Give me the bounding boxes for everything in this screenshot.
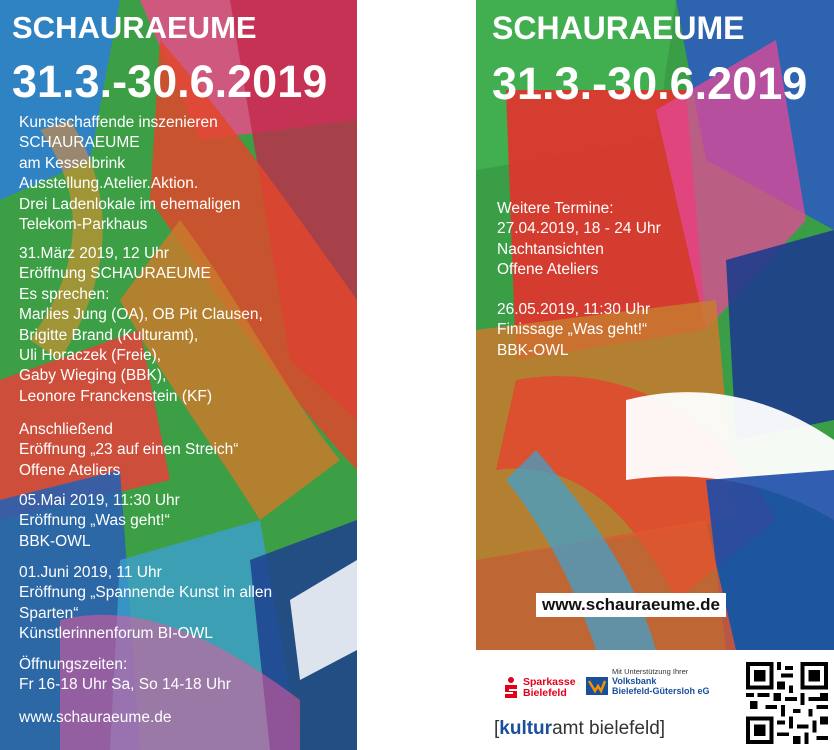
text-line: Eröffnung „Spannende Kunst in allen: [19, 584, 273, 602]
left-hours-block: [19, 655, 231, 696]
left-date-range: 31.3.-30.6.2019: [12, 56, 328, 107]
volksbank-logo: [586, 667, 710, 696]
right-title: SCHAURAEUME: [492, 10, 745, 46]
kulturamt-bold: kultur: [499, 718, 553, 739]
text-line: Weitere Termine:: [497, 200, 614, 217]
text-line: Sparten“: [19, 604, 79, 622]
sparkasse-s-icon: [504, 677, 518, 699]
text-line: 01.Juni 2019, 11 Uhr: [19, 564, 162, 581]
left-june-block: [19, 563, 272, 645]
text-line: Gaby Wieging (BBK),: [19, 367, 167, 385]
sparkasse-name: Sparkasse: [523, 676, 576, 688]
left-flyer-panel: [0, 0, 357, 750]
text-line: Drei Ladenlokale im ehemaligen: [19, 195, 241, 213]
text-line: Künstlerinnenforum BI-OWL: [19, 625, 213, 643]
right-date-range: 31.3.-30.6.2019: [492, 58, 808, 109]
sparkasse-logo: [504, 677, 576, 699]
text-line: SCHAURAEUME: [19, 134, 140, 152]
text-line: Marlies Jung (OA), OB Pit Clausen,: [19, 306, 263, 324]
text-line: BBK-OWL: [497, 341, 569, 359]
text-line: BBK-OWL: [19, 532, 91, 550]
text-line: 05.Mai 2019, 11:30 Uhr: [19, 492, 180, 509]
text-line: Kunstschaffende inszenieren: [19, 114, 218, 131]
sparkasse-city: Bielefeld: [523, 687, 567, 699]
text-line: am Kesselbrink: [19, 154, 125, 172]
text-line: 27.04.2019, 18 - 24 Uhr: [497, 220, 661, 238]
right-website-link[interactable]: www.schauraeume.de: [536, 593, 726, 617]
kulturamt-logo: [kulturamt bielefeld]: [494, 718, 666, 739]
left-may-block: [19, 491, 180, 552]
volksbank-name: Volksbank: [612, 676, 657, 686]
left-opening-block: [19, 244, 263, 407]
text-line: Es sprechen:: [19, 285, 110, 303]
text-line: 26.05.2019, 11:30 Uhr: [497, 301, 651, 318]
text-line: Fr 16-18 Uhr Sa, So 14-18 Uhr: [19, 676, 231, 694]
text-line: Leonore Franckenstein (KF): [19, 387, 212, 405]
support-note: Mit Unterstützung Ihrer: [612, 667, 689, 676]
right-flyer-panel: [476, 0, 834, 750]
text-line: Brigitte Brand (Kulturamt),: [19, 326, 199, 344]
text-line: Ausstellung.Atelier.Aktion.: [19, 175, 199, 193]
right-more-dates-block: [497, 199, 661, 281]
text-line: Eröffnung SCHAURAEUME: [19, 265, 211, 283]
text-line: Offene Ateliers: [497, 261, 599, 279]
volksbank-icon: [586, 677, 608, 695]
qr-code-icon[interactable]: [744, 660, 830, 746]
volksbank-region: Bielefeld-Gütersloh eG: [612, 686, 710, 696]
right-finissage-block: [497, 300, 650, 361]
left-intro-block: [19, 113, 240, 235]
text-line: Eröffnung „Was geht!“: [19, 512, 170, 530]
left-title: SCHAURAEUME: [12, 10, 257, 45]
text-line: Finissage „Was geht!“: [497, 321, 648, 339]
text-line: Eröffnung „23 auf einen Streich“: [19, 441, 239, 459]
left-website-link[interactable]: www.schauraeume.de: [19, 709, 172, 726]
text-line: Öffnungszeiten:: [19, 656, 128, 673]
text-line: Offene Ateliers: [19, 461, 121, 479]
text-line: Anschließend: [19, 421, 113, 438]
text-line: Uli Horaczek (Freie),: [19, 347, 162, 365]
left-after-block: [19, 420, 238, 481]
text-line: Nachtansichten: [497, 240, 604, 258]
kulturamt-rest: amt bielefeld: [552, 718, 660, 739]
abstract-artwork: [476, 0, 834, 750]
text-line: 31.März 2019, 12 Uhr: [19, 245, 169, 262]
text-line: Telekom-Parkhaus: [19, 216, 148, 234]
